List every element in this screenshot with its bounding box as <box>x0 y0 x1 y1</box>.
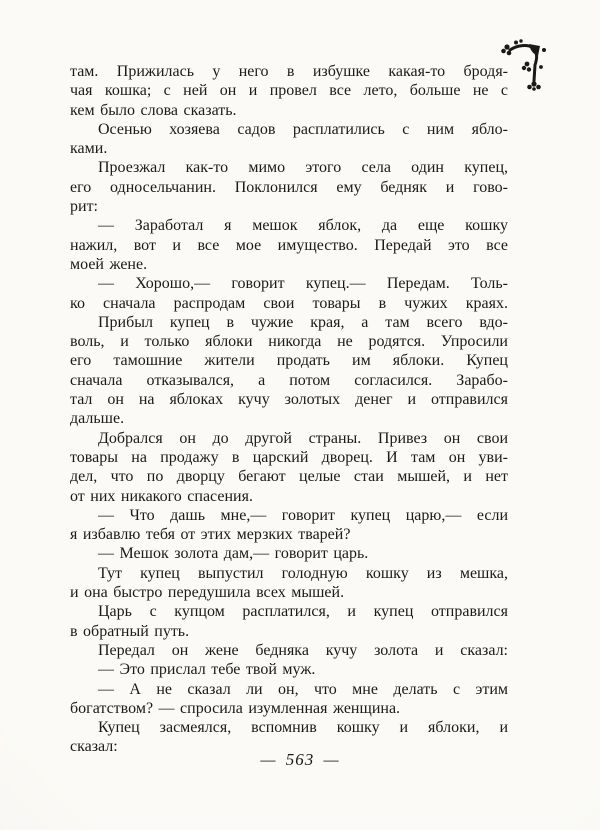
page-number: — 563 — <box>260 750 340 769</box>
text-line: сначала отказывался, а потом согласился. Зарабо- <box>70 371 508 389</box>
text-line: Осенью хозяева садов расплатились с ним ябло- <box>98 120 508 138</box>
text-line: дальше. <box>70 410 125 428</box>
text-line: Передал он жене бедняка кучу золота и сказал: <box>98 641 508 659</box>
story-text-block <box>70 62 508 757</box>
text-line: чая кошка; с ней он и провел все лето, больше не с <box>70 82 508 100</box>
text-line: его тамошние жители продать им яблоки. Купец <box>70 352 508 370</box>
text-line: — Это прислал тебе твой муж. <box>98 661 316 679</box>
text-line: я избавлю тебя от этих мерзких тварей? <box>70 526 351 544</box>
text-line: ко сначала распродам свои товары в чужих краях. <box>70 294 508 312</box>
text-line: дел, что по дворцу бегают целые стаи мышей, и нет <box>70 468 508 486</box>
text-line: Тут купец выпустил голодную кошку из мешка, <box>98 564 508 582</box>
text-line: — Хорошо,— говорит купец.— Передам. Толь- <box>98 275 508 293</box>
text-line: Добрался он до другой страны. Привез он свои <box>98 429 508 447</box>
text-line: воль, и только яблоки никогда не родятся. Упросили <box>70 333 508 351</box>
text-line: кем было слова сказать. <box>70 101 237 119</box>
text-line: — Заработал я мешок яблок, да еще кошку <box>98 217 508 235</box>
text-line: богатством? — спросила изумленная женщина. <box>70 699 401 717</box>
text-line: его односельчанин. Поклонился ему бедняк и гово- <box>70 178 508 196</box>
text-line: Прибыл купец в чужие края, а там всего вдо- <box>98 313 508 331</box>
text-line: и она быстро передушила всех мышей. <box>70 584 345 602</box>
text-line: сказал: <box>70 738 118 756</box>
text-line: — Что дашь мне,— говорит купец царю,— если <box>98 506 508 524</box>
text-line: ками. <box>70 140 108 158</box>
text-line: Царь с купцом расплатился, и купец отправился <box>98 603 508 621</box>
text-line: от них никакого спасения. <box>70 487 253 505</box>
text-line: моей жене. <box>70 255 148 273</box>
text-line: тал он на яблоках кучу золотых денег и отправился <box>70 391 508 409</box>
text-line: товары на продажу в царский дворец. И там он уви- <box>70 448 508 466</box>
text-line: — Мешок золота дам,— говорит царь. <box>98 545 369 563</box>
text-line: Проезжал как-то мимо этого села один купец, <box>98 159 508 177</box>
text-line: — А не сказал ли он, что мне делать с этим <box>98 680 508 698</box>
text-line: нажил, вот и все мое имущество. Передай это все <box>70 236 508 254</box>
text-line: рит: <box>70 198 98 216</box>
text-line: там. Прижилась у него в избушке какая-то бродя- <box>70 63 508 80</box>
text-line: в обратный путь. <box>70 622 190 640</box>
text-line: Купец засмеялся, вспомнив кошку и яблоки, и <box>98 719 508 737</box>
